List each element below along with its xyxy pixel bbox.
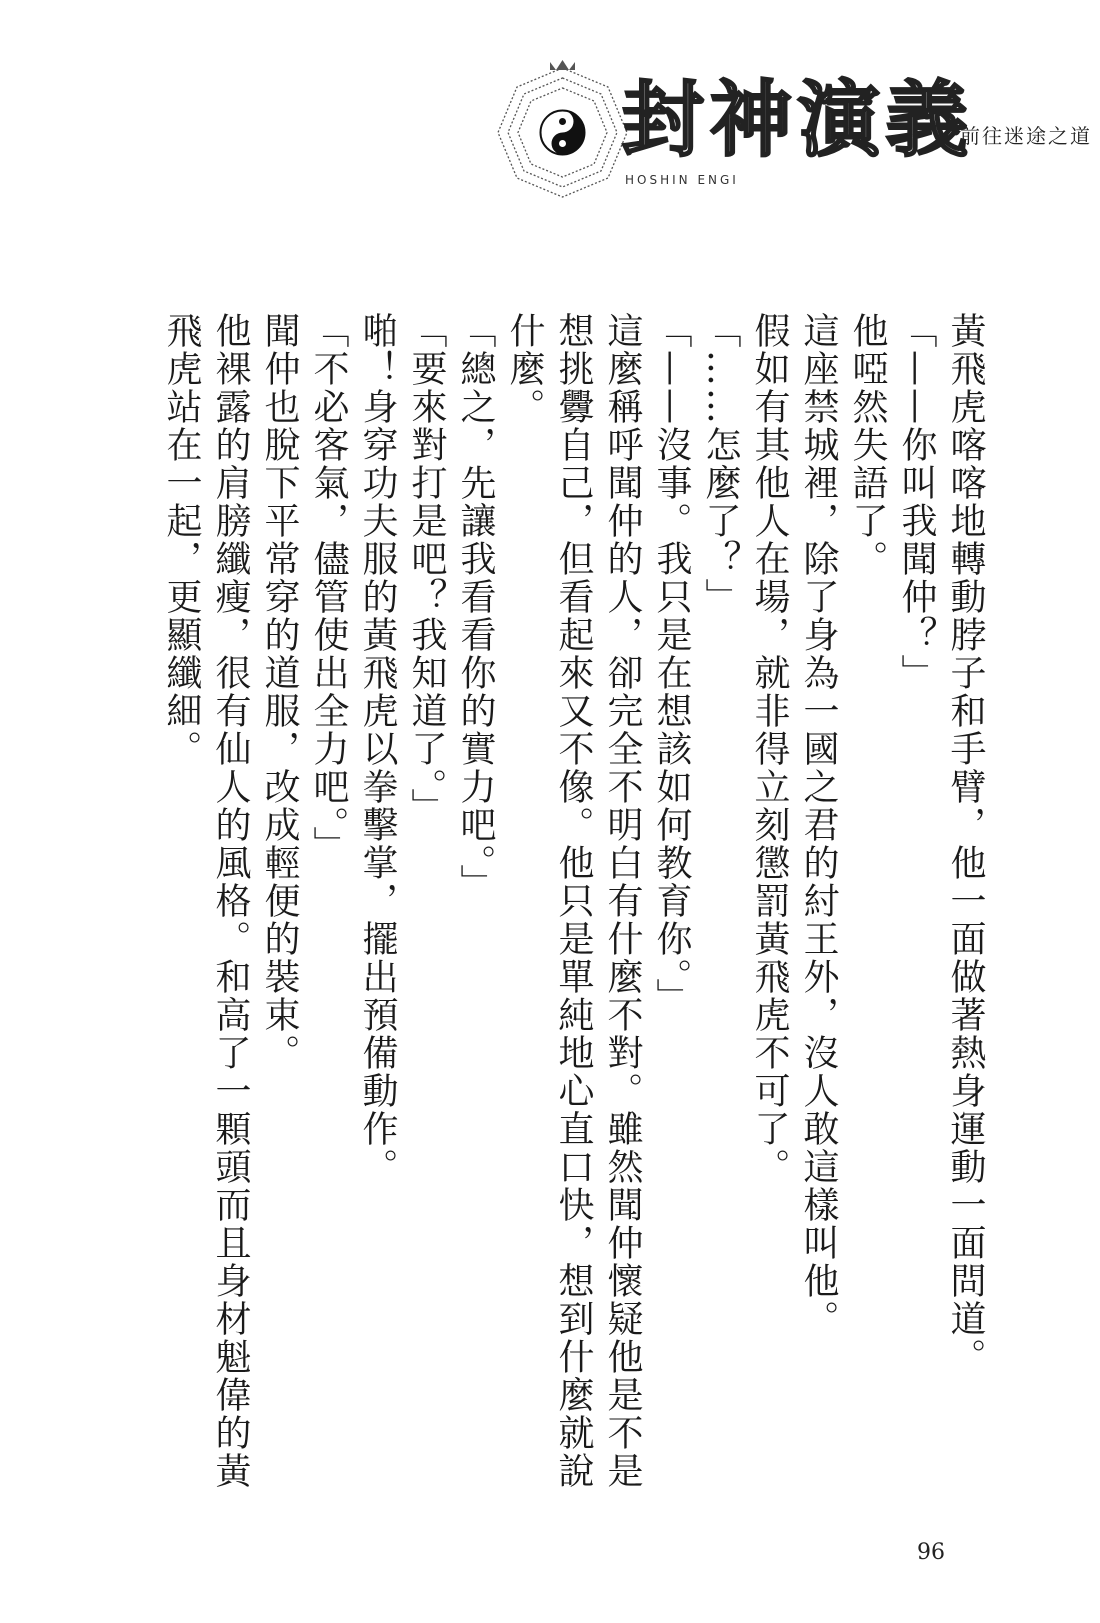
paragraph: 「——沒事。我只是在想該如何教育你。」 — [651, 312, 692, 1016]
paragraph: 「——你叫我聞仲？」 — [896, 312, 937, 692]
logo-subtitle: HOSHIN ENGI — [625, 173, 739, 187]
paragraph: 「要來對打是吧？我知道了。」 — [406, 312, 447, 826]
paragraph: 「……怎麼了？」 — [700, 312, 741, 616]
paragraph: 黃飛虎喀喀地轉動脖子和手臂，他一面做著熱身運動一面問道。 — [945, 312, 986, 1376]
paragraph: 他啞然失語了。 — [847, 312, 888, 578]
paragraph: 這座禁城裡，除了身為一國之君的紂王外，沒人敢這樣叫他。 — [798, 312, 839, 1338]
paragraph: 他裸露的肩膀纖瘦，很有仙人的風格。和高了一顆頭而且身材魁偉的黃飛虎站在一起，更顯纖細。 — [161, 312, 251, 1490]
paragraph: 啪！身穿功夫服的黃飛虎以拳擊掌，擺出預備動作。 — [357, 312, 398, 1186]
yin-yang-bagua-icon — [490, 60, 635, 205]
page-number: 96 — [917, 1540, 945, 1565]
body-text — [160, 312, 990, 1512]
paragraph: 這麼稱呼聞仲的人，卻完全不明白有什麼不對。雖然聞仲懷疑他是不是想挑釁自己，但看起來又不像。他只是單純地心直口快，想到什麼就說什麼。 — [504, 312, 643, 1490]
paragraph: 假如有其他人在場，就非得立刻懲罰黃飛虎不可了。 — [749, 312, 790, 1186]
book-header — [490, 60, 1092, 210]
paragraph: 「不必客氣，儘管使出全力吧。」 — [308, 312, 349, 864]
logo-title: 封神演義 — [622, 73, 975, 168]
paragraph: 「總之，先讓我看看你的實力吧。」 — [455, 312, 496, 902]
chapter-subtitle: 前往迷途之道 — [960, 124, 1092, 148]
paragraph: 聞仲也脫下平常穿的道服，改成輕便的裝束。 — [259, 312, 300, 1072]
